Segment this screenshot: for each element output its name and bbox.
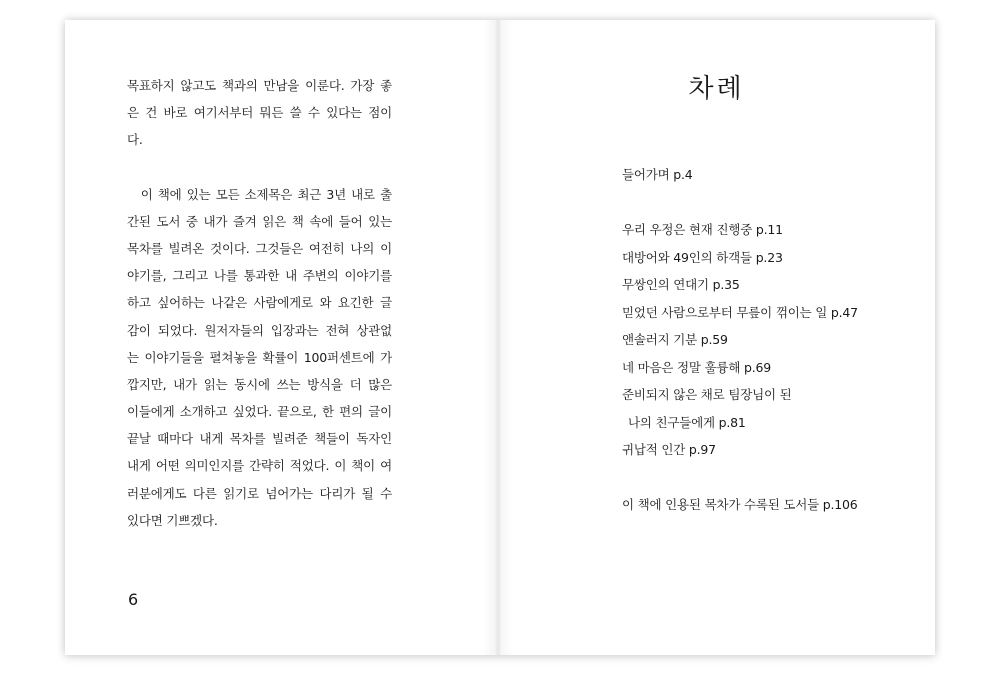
toc-title: 차례	[688, 74, 745, 104]
text-line: 깝지만, 내가 읽는 동시에 쓰는 방식을 더 많은	[127, 376, 392, 392]
text-line: 내게 어떤 의미인지를 간략히 적었다. 이 책이 여	[127, 458, 392, 474]
text-line: 이들에게 소개하고 싶었다. 끝으로, 한 편의 글이	[127, 404, 392, 420]
text-line: 은 건 바로 여기서부터 뭐든 쓸 수 있다는 점이	[127, 105, 392, 121]
table-of-contents	[622, 161, 922, 519]
toc-item: 이 책에 인용된 목차가 수록된 도서들 p.106	[622, 497, 858, 512]
text-line: 하고 싶어하는 나같은 사람에게로 와 요긴한 글	[127, 295, 392, 311]
page-number: 6	[128, 590, 139, 609]
toc-item: 우리 우정은 현재 진행중 p.11	[622, 222, 783, 237]
text-line: 목차를 빌려온 것이다. 그것들은 여전히 나의 이	[127, 240, 392, 256]
left-page	[65, 20, 498, 655]
text-line: 간된 도서 중 내가 즐겨 읽은 책 속에 들어 있는	[127, 213, 392, 229]
body-text	[127, 72, 392, 534]
text-line: 러분에게도 다른 읽기로 넘어가는 다리가 될 수	[127, 485, 392, 501]
right-page	[498, 20, 935, 655]
text-line: 이 책에 있는 모든 소제목은 최근 3년 내로 출	[127, 186, 392, 202]
text-line: 감이 되었다. 원저자들의 입장과는 전혀 상관없	[127, 322, 392, 338]
toc-item: 귀납적 인간 p.97	[622, 442, 716, 457]
toc-item: 나의 친구들에게 p.81	[628, 414, 746, 430]
text-line: 목표하지 않고도 책과의 만남을 이룬다. 가장 좋	[127, 78, 392, 93]
text-line: 있다면 기쁘겠다.	[127, 512, 218, 528]
text-line: 끝날 때마다 내게 목차를 빌려준 책들이 독자인	[127, 431, 392, 447]
text-line: 야기를, 그리고 나를 통과한 내 주변의 이야기를	[127, 268, 392, 284]
toc-item: 믿었던 사람으로부터 무릎이 꺾이는 일 p.47	[622, 304, 858, 320]
book-spread	[65, 20, 935, 655]
toc-item: 들어가며 p.4	[622, 167, 693, 182]
toc-item: 네 마음은 정말 훌륭해 p.69	[622, 359, 771, 375]
text-line: 다.	[127, 132, 143, 148]
book-gutter-shadow	[483, 20, 513, 655]
text-line: 는 이야기들을 펼쳐놓을 확률이 100퍼센트에 가	[127, 349, 392, 365]
toc-item: 무쌍인의 연대기 p.35	[622, 277, 740, 292]
toc-item: 준비되지 않은 채로 팀장님이 된	[622, 387, 792, 402]
toc-item: 대방어와 49인의 하객들 p.23	[622, 249, 783, 265]
toc-item: 앤솔러지 기분 p.59	[622, 332, 728, 347]
